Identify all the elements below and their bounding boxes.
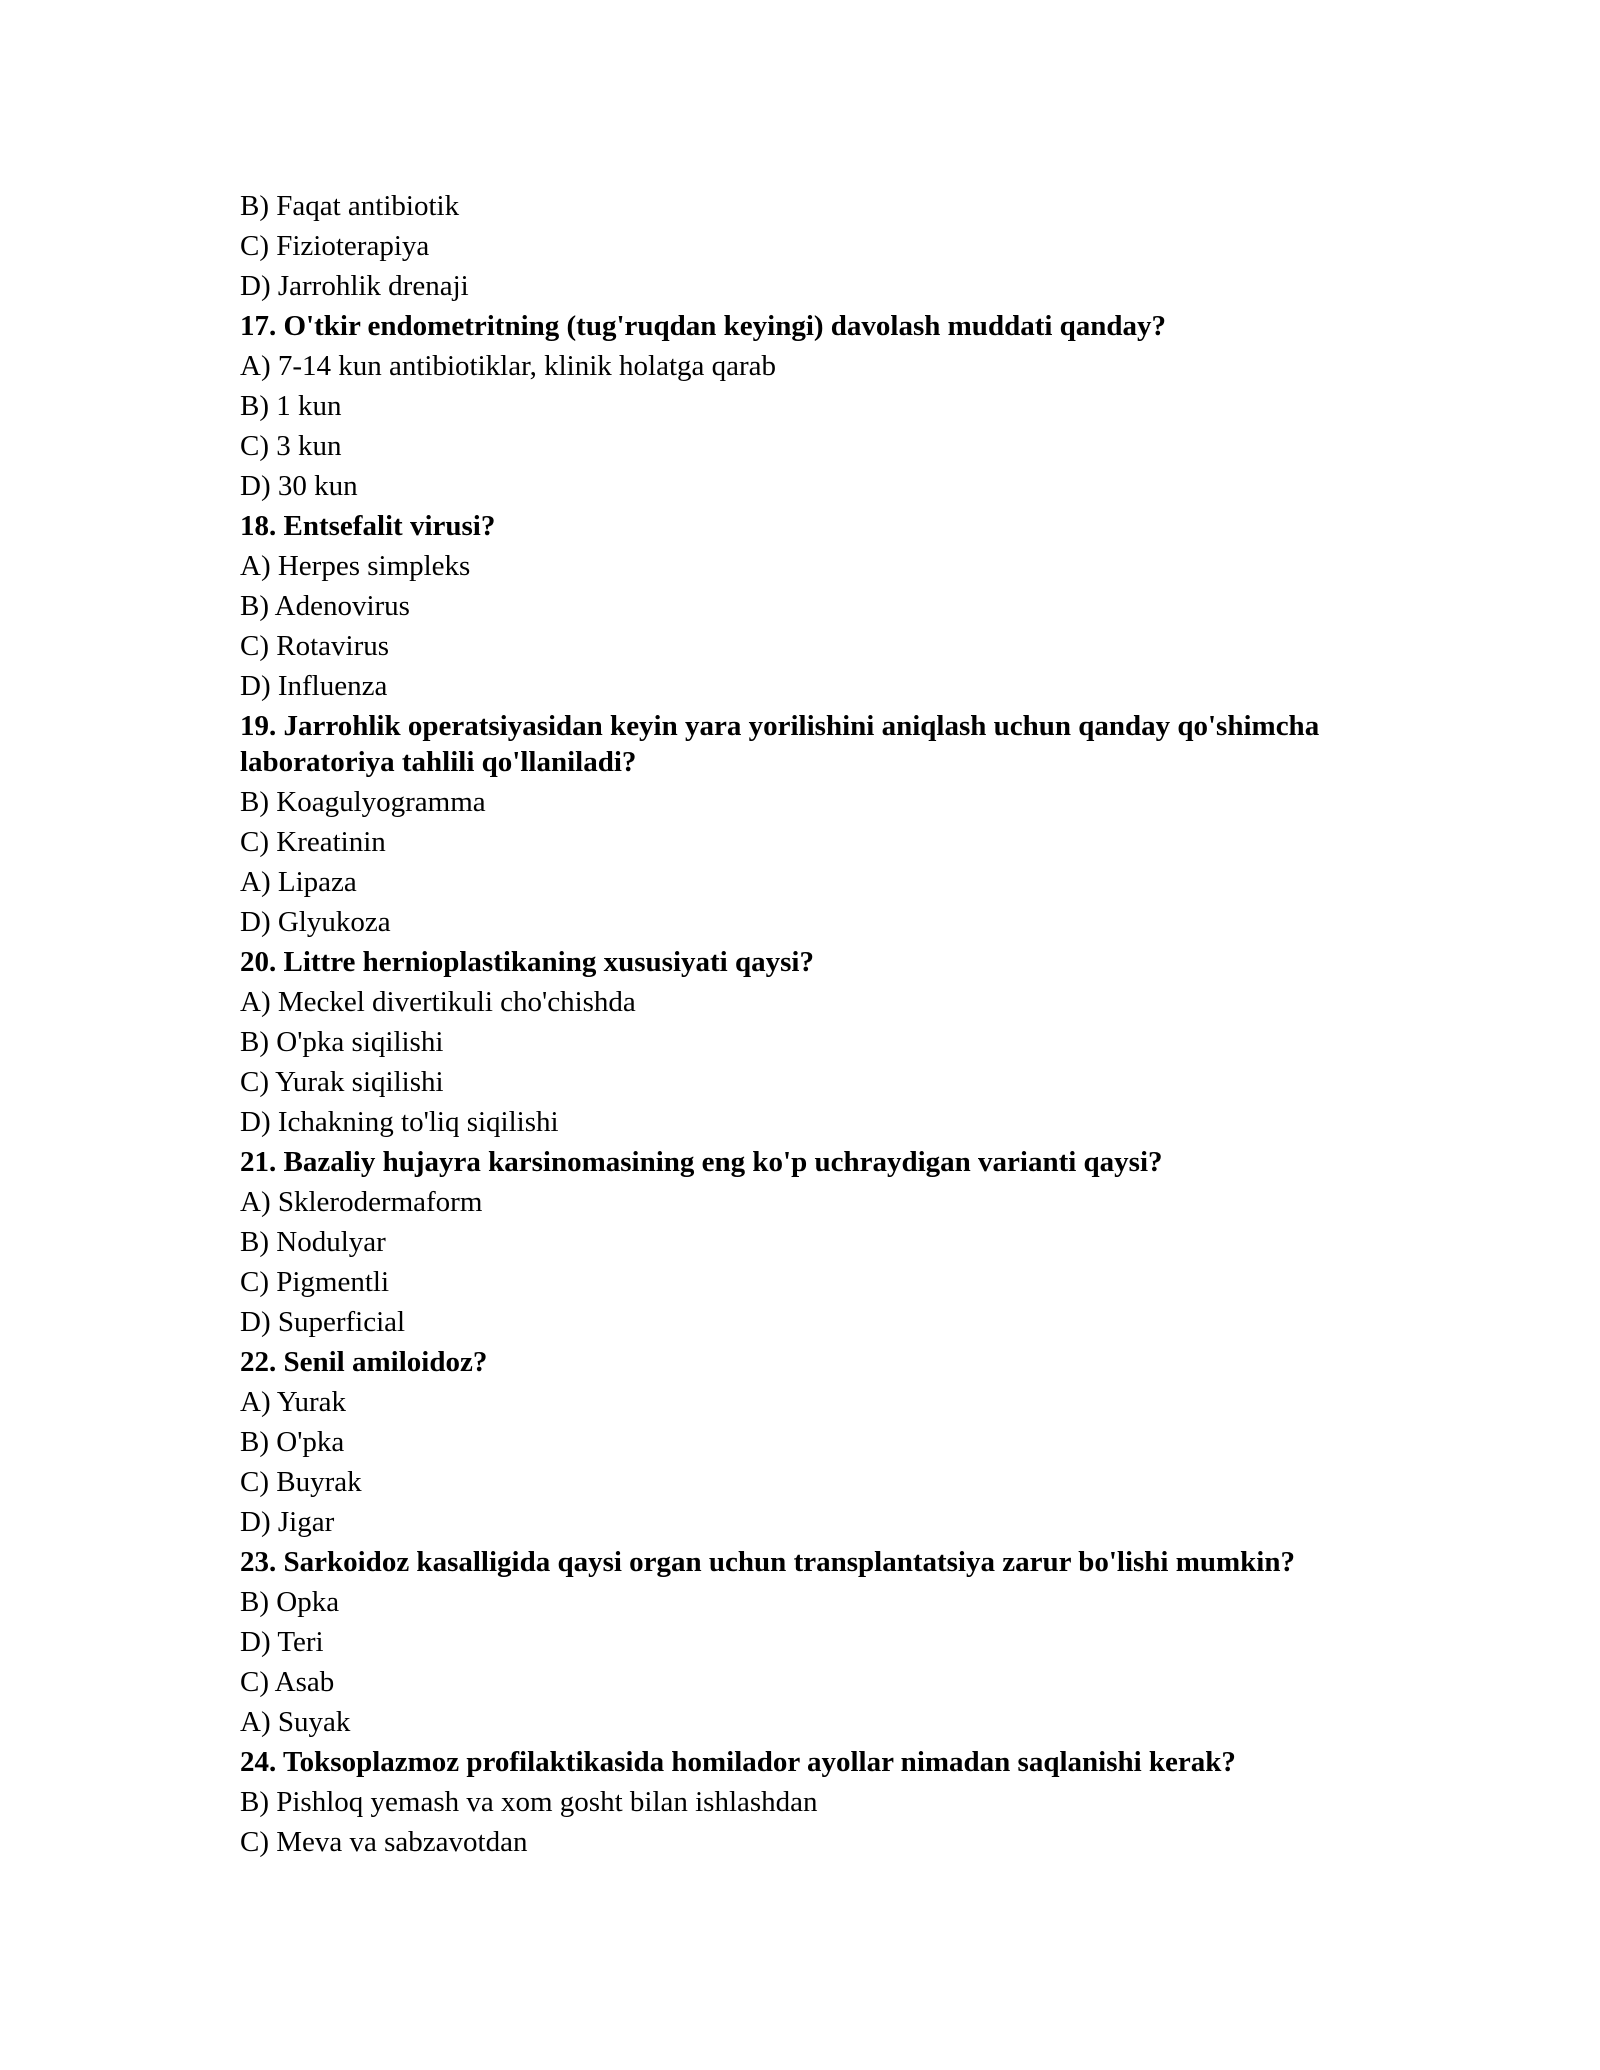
answer-option: C) Fizioterapiya xyxy=(240,230,430,262)
answer-option: A) Sklerodermaform xyxy=(240,1186,483,1218)
document-page xyxy=(240,186,1420,1862)
question-24: 24. Toksoplazmoz profilaktikasida homilador ayollar nimadan saqlanishi kerak? xyxy=(240,1746,1236,1778)
question-22: 22. Senil amiloidoz? xyxy=(240,1346,488,1378)
answer-option: C) Buyrak xyxy=(240,1466,362,1498)
question-23: 23. Sarkoidoz kasalligida qaysi organ uchun transplantatsiya zarur bo'lishi mumkin? xyxy=(240,1546,1295,1578)
answer-option: D) Jarrohlik drenaji xyxy=(240,270,469,302)
answer-option: B) Koagulyogramma xyxy=(240,786,486,818)
answer-option: A) 7-14 kun antibiotiklar, klinik holatga qarab xyxy=(240,350,777,382)
answer-option: C) Yurak siqilishi xyxy=(240,1066,444,1098)
question-19: 19. Jarrohlik operatsiyasidan keyin yara yorilishini aniqlash uchun qanday qo'shimcha laboratoriya tahlili qo'llaniladi? xyxy=(240,710,1320,778)
answer-option: C) Pigmentli xyxy=(240,1266,390,1298)
answer-option: D) Ichakning to'liq siqilishi xyxy=(240,1106,559,1138)
answer-option: A) Suyak xyxy=(240,1706,351,1738)
question-17: 17. O'tkir endometritning (tug'ruqdan keyingi) davolash muddati qanday? xyxy=(240,310,1167,342)
answer-option: B) O'pka siqilishi xyxy=(240,1026,444,1058)
answer-option: C) Kreatinin xyxy=(240,826,386,858)
answer-option: B) Pishloq yemash va xom gosht bilan ishlashdan xyxy=(240,1786,818,1818)
question-18: 18. Entsefalit virusi? xyxy=(240,510,496,542)
answer-option: B) Adenovirus xyxy=(240,590,410,622)
answer-option: D) 30 kun xyxy=(240,470,358,502)
answer-option: D) Influenza xyxy=(240,670,388,702)
question-20: 20. Littre hernioplastikaning xususiyati qaysi? xyxy=(240,946,814,978)
answer-option: B) Faqat antibiotik xyxy=(240,190,460,222)
answer-option: C) Rotavirus xyxy=(240,630,390,662)
answer-option: B) 1 kun xyxy=(240,390,342,422)
answer-option: A) Yurak xyxy=(240,1386,347,1418)
answer-option: D) Teri xyxy=(240,1626,324,1658)
answer-option: B) O'pka xyxy=(240,1426,345,1458)
answer-option: B) Opka xyxy=(240,1586,340,1618)
answer-option: B) Nodulyar xyxy=(240,1226,386,1258)
answer-option: A) Meckel divertikuli cho'chishda xyxy=(240,986,636,1018)
answer-option: D) Glyukoza xyxy=(240,906,391,938)
answer-option: C) 3 kun xyxy=(240,430,342,462)
question-21: 21. Bazaliy hujayra karsinomasining eng ko'p uchraydigan varianti qaysi? xyxy=(240,1146,1163,1178)
answer-option: D) Superficial xyxy=(240,1306,406,1338)
answer-option: C) Meva va sabzavotdan xyxy=(240,1826,528,1858)
answer-option: D) Jigar xyxy=(240,1506,335,1538)
answer-option: A) Herpes simpleks xyxy=(240,550,471,582)
answer-option: C) Asab xyxy=(240,1666,335,1698)
answer-option: A) Lipaza xyxy=(240,866,357,898)
